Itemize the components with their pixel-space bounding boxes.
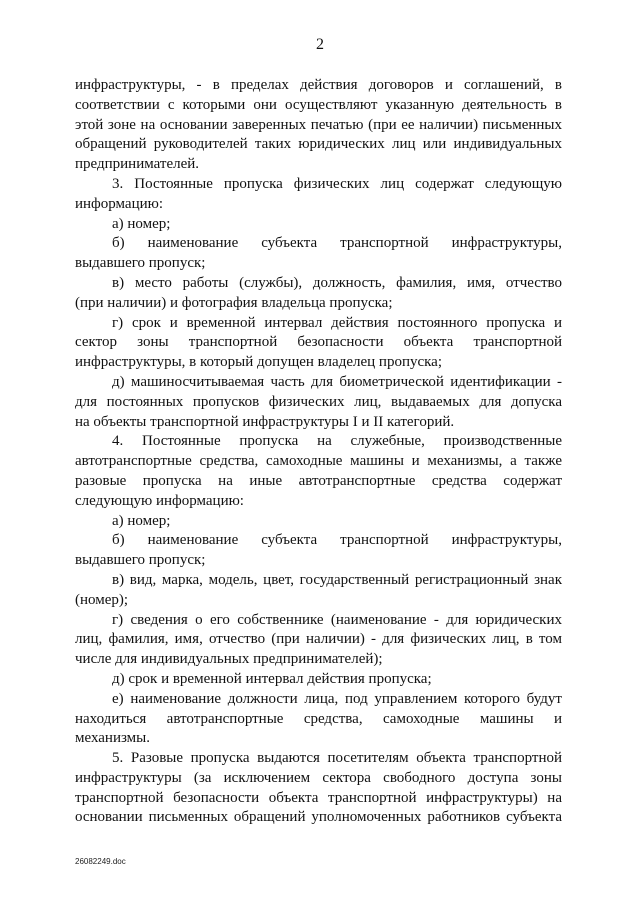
- text-line: г) срок и временной интервал действия постоянного пропуска и: [112, 314, 562, 331]
- text-line: разовые пропуска на иные автотранспортные средства содержат: [75, 472, 562, 489]
- text-line: соответствии с которыми они осуществляют указанную деятельность в: [75, 96, 562, 113]
- text-line: выдавшего пропуск;: [75, 255, 206, 272]
- text-line: находиться автотранспортные средства, самоходные машины и: [75, 710, 562, 727]
- text-line: обращений руководителей таких юридических лиц или индивидуальных: [75, 136, 562, 153]
- text-line: д) машиносчитываемая часть для биометрической идентификации -: [112, 373, 562, 390]
- text-line: основании письменных обращений уполномоченных работников субъекта: [75, 809, 562, 826]
- text-line: б) наименование субъекта транспортной инфраструктуры,: [112, 532, 562, 549]
- text-line: выдавшего пропуск;: [75, 552, 206, 569]
- text-line: б) наименование субъекта транспортной инфраструктуры,: [112, 235, 562, 252]
- text-line: 4. Постоянные пропуска на служебные, производственные: [112, 433, 562, 450]
- text-line: на объекты транспортной инфраструктуры I и II категорий.: [75, 413, 455, 430]
- file-name-footer: 26082249.doc: [75, 857, 126, 866]
- text-line: инфраструктуры, - в пределах действия договоров и соглашений, в: [75, 77, 562, 93]
- text-line: автотранспортные средства, самоходные машины и механизмы, а также: [75, 453, 562, 470]
- text-line: числе для индивидуальных предпринимателей);: [75, 651, 383, 668]
- text-line: г) сведения о его собственнике (наименование - для юридических: [112, 611, 562, 628]
- text-line: е) наименование должности лица, под управлением которого будут: [112, 690, 562, 707]
- text-line: инфраструктуры, в который допущен владелец пропуска;: [75, 354, 443, 371]
- page-number: 2: [316, 36, 324, 53]
- text-line: лиц, фамилия, имя, отчество (при наличии) - для физических лиц, в том: [75, 631, 562, 648]
- text-line: инфраструктуры (за исключением сектора свободного доступа зоны: [75, 769, 562, 786]
- text-line: предпринимателей.: [75, 156, 200, 173]
- text-line: а) номер;: [112, 215, 171, 232]
- text-line: сектор зоны транспортной безопасности объекта транспортной: [75, 334, 562, 351]
- text-line: в) место работы (службы), должность, фамилия, имя, отчество: [112, 274, 562, 291]
- text-line: транспортной безопасности объекта транспортной инфраструктуры) на: [75, 789, 562, 806]
- text-line: информацию:: [75, 195, 164, 212]
- text-line: следующую информацию:: [75, 492, 244, 509]
- text-line: (при наличии) и фотография владельца пропуска;: [75, 294, 393, 311]
- document-body: [75, 76, 562, 828]
- text-line: в) вид, марка, модель, цвет, государственный регистрационный знак: [112, 571, 562, 588]
- text-line: д) срок и временной интервал действия пропуска;: [112, 670, 432, 687]
- text-line: (номер);: [75, 591, 129, 608]
- text-line: для постоянных пропусков физических лиц, выдаваемых для допуска: [75, 393, 562, 410]
- text-line: а) номер;: [112, 512, 171, 529]
- text-line: этой зоне на основании заверенных печатью (при ее наличии) письменных: [75, 116, 562, 133]
- text-line: 3. Постоянные пропуска физических лиц содержат следующую: [112, 175, 562, 192]
- text-line: механизмы.: [75, 730, 150, 747]
- text-line: 5. Разовые пропуска выдаются посетителям объекта транспортной: [112, 750, 562, 767]
